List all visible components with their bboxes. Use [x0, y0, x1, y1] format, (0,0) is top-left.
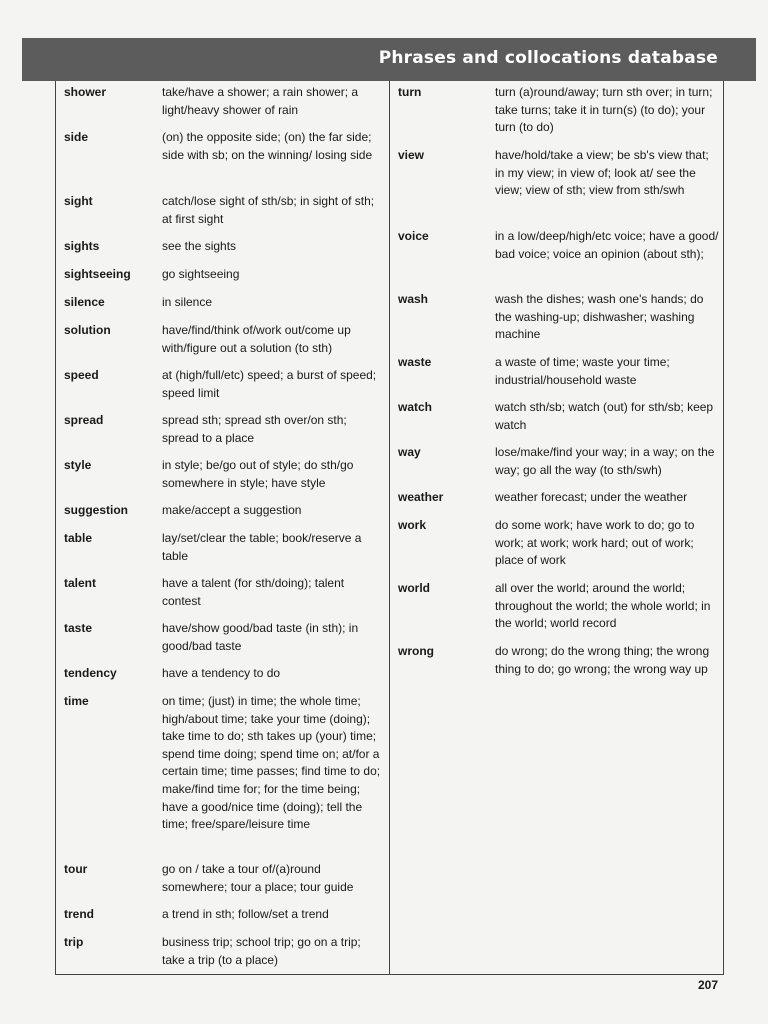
entry-term: world: [398, 581, 430, 595]
entry-term: waste: [398, 355, 432, 369]
entry-row: [64, 367, 384, 412]
entry-term: tendency: [64, 666, 117, 680]
entry-term: weather: [398, 490, 444, 504]
entry-definition: have a tendency to do: [162, 666, 281, 680]
entry-term: sightseeing: [64, 267, 131, 281]
entry-term: sights: [64, 239, 100, 253]
entry-row: [64, 934, 384, 979]
column-divider: [389, 81, 390, 975]
entry-row: [64, 266, 384, 294]
entry-definition: (on) the opposite side; (on) the far side; side with sb; on the winning/ losing side: [162, 130, 373, 162]
entry-row: [398, 147, 720, 228]
entry-row: [64, 502, 384, 530]
entry-row: [398, 228, 720, 291]
entry-row: [64, 412, 384, 457]
entry-definition: business trip; school trip; go on a trip; take a trip (to a place): [162, 935, 361, 967]
entry-term: speed: [64, 368, 99, 382]
entry-term: tour: [64, 862, 88, 876]
entry-term: view: [398, 148, 425, 162]
entry-term: suggestion: [64, 503, 129, 517]
entry-definition: a waste of time; waste your time; industrial/household waste: [495, 355, 670, 387]
page-title: Phrases and collocations database: [378, 48, 718, 68]
entry-definition: weather forecast; under the weather: [495, 490, 688, 504]
entry-definition: lay/set/clear the table; book/reserve a table: [162, 531, 362, 563]
entry-term: silence: [64, 295, 105, 309]
entry-term: table: [64, 531, 93, 545]
entry-term: voice: [398, 229, 429, 243]
entry-row: [64, 238, 384, 266]
entry-definition: catch/lose sight of sth/sb; in sight of sth; at first sight: [162, 194, 375, 226]
entry-definition: go sightseeing: [162, 267, 240, 281]
entry-definition: make/accept a suggestion: [162, 503, 302, 517]
entry-definition: have/find/think of/work out/come up with/figure out a solution (to sth): [162, 323, 351, 355]
entry-definition: go on / take a tour of/(a)round somewhere; tour a place; tour guide: [162, 862, 354, 894]
entry-row: [398, 580, 720, 643]
entry-row: [398, 84, 720, 147]
entry-term: wrong: [398, 644, 434, 658]
entry-term: wash: [398, 292, 429, 306]
entry-row: [64, 294, 384, 322]
entry-row: [64, 906, 384, 934]
page-header-bar: [22, 38, 756, 81]
entry-row: [398, 354, 720, 399]
entry-definition: have/show good/bad taste (in sth); in good/bad taste: [162, 621, 359, 653]
entry-term: sight: [64, 194, 93, 208]
entry-definition: in silence: [162, 295, 213, 309]
entry-row: [398, 489, 720, 517]
entry-definition: watch sth/sb; watch (out) for sth/sb; keep watch: [495, 400, 714, 432]
entry-term: work: [398, 518, 427, 532]
entry-term: side: [64, 130, 89, 144]
right-column: [398, 84, 720, 706]
entry-term: spread: [64, 413, 104, 427]
entry-definition: spread sth; spread sth over/on sth; spread to a place: [162, 413, 347, 445]
entry-row: [64, 457, 384, 502]
entry-row: [398, 643, 720, 706]
entry-term: talent: [64, 576, 97, 590]
entry-term: trip: [64, 935, 84, 949]
entry-row: [64, 575, 384, 620]
entry-definition: all over the world; around the world; throughout the world; the whole world; in the world; world record: [495, 581, 711, 631]
entry-definition: do some work; have work to do; go to work; at work; work hard; out of work; place of work: [495, 518, 695, 568]
entry-term: watch: [398, 400, 433, 414]
entry-row: [64, 665, 384, 693]
entry-row: [64, 530, 384, 575]
entry-definition: wash the dishes; wash one's hands; do the washing-up; dishwasher; washing machine: [495, 292, 704, 342]
entry-definition: have/hold/take a view; be sb's view that; in my view; in view of; look at/ see the view; view of sth; view from sth/swh: [495, 148, 709, 198]
entry-definition: a trend in sth; follow/set a trend: [162, 907, 329, 921]
entry-definition: on time; (just) in time; the whole time; high/about time; take your time (doing); take time to do; sth takes up (your) time; spend time doing; spend time on; at/for a certain time; time passes; find time to do; make/find time for; for the time being; have a good/nice time (doing); tell the time; free/spare/leisure time: [162, 694, 381, 832]
entry-row: [64, 84, 384, 129]
entry-term: way: [398, 445, 421, 459]
entry-definition: at (high/full/etc) speed; a burst of speed; speed limit: [162, 368, 377, 400]
entry-definition: have a talent (for sth/doing); talent contest: [162, 576, 345, 608]
entry-term: solution: [64, 323, 111, 337]
entry-row: [64, 129, 384, 193]
entry-row: [398, 444, 720, 489]
entry-row: [398, 291, 720, 354]
entry-row: [64, 193, 384, 238]
entry-definition: do wrong; do the wrong thing; the wrong thing to do; go wrong; the wrong way up: [495, 644, 710, 676]
entry-row: [398, 517, 720, 580]
entry-term: taste: [64, 621, 93, 635]
entry-row: [64, 693, 384, 861]
entry-term: shower: [64, 85, 107, 99]
entry-term: style: [64, 458, 92, 472]
entry-term: trend: [64, 907, 94, 921]
entry-definition: take/have a shower; a rain shower; a light/heavy shower of rain: [162, 85, 359, 117]
entry-definition: lose/make/find your way; in a way; on the way; go all the way (to sth/swh): [495, 445, 715, 477]
entry-row: [64, 322, 384, 367]
entry-term: time: [64, 694, 89, 708]
entry-row: [64, 861, 384, 906]
entry-row: [64, 620, 384, 665]
entry-definition: in a low/deep/high/etc voice; have a good/ bad voice; voice an opinion (about sth);: [495, 229, 719, 261]
entry-definition: in style; be/go out of style; do sth/go somewhere in style; have style: [162, 458, 354, 490]
left-column: [64, 84, 384, 979]
entry-definition: see the sights: [162, 239, 237, 253]
page-number: 207: [697, 978, 718, 992]
entry-term: turn: [398, 85, 422, 99]
entry-row: [398, 399, 720, 444]
entry-definition: turn (a)round/away; turn sth over; in turn; take turns; take it in turn(s) (to do); your turn (to do): [495, 85, 713, 135]
